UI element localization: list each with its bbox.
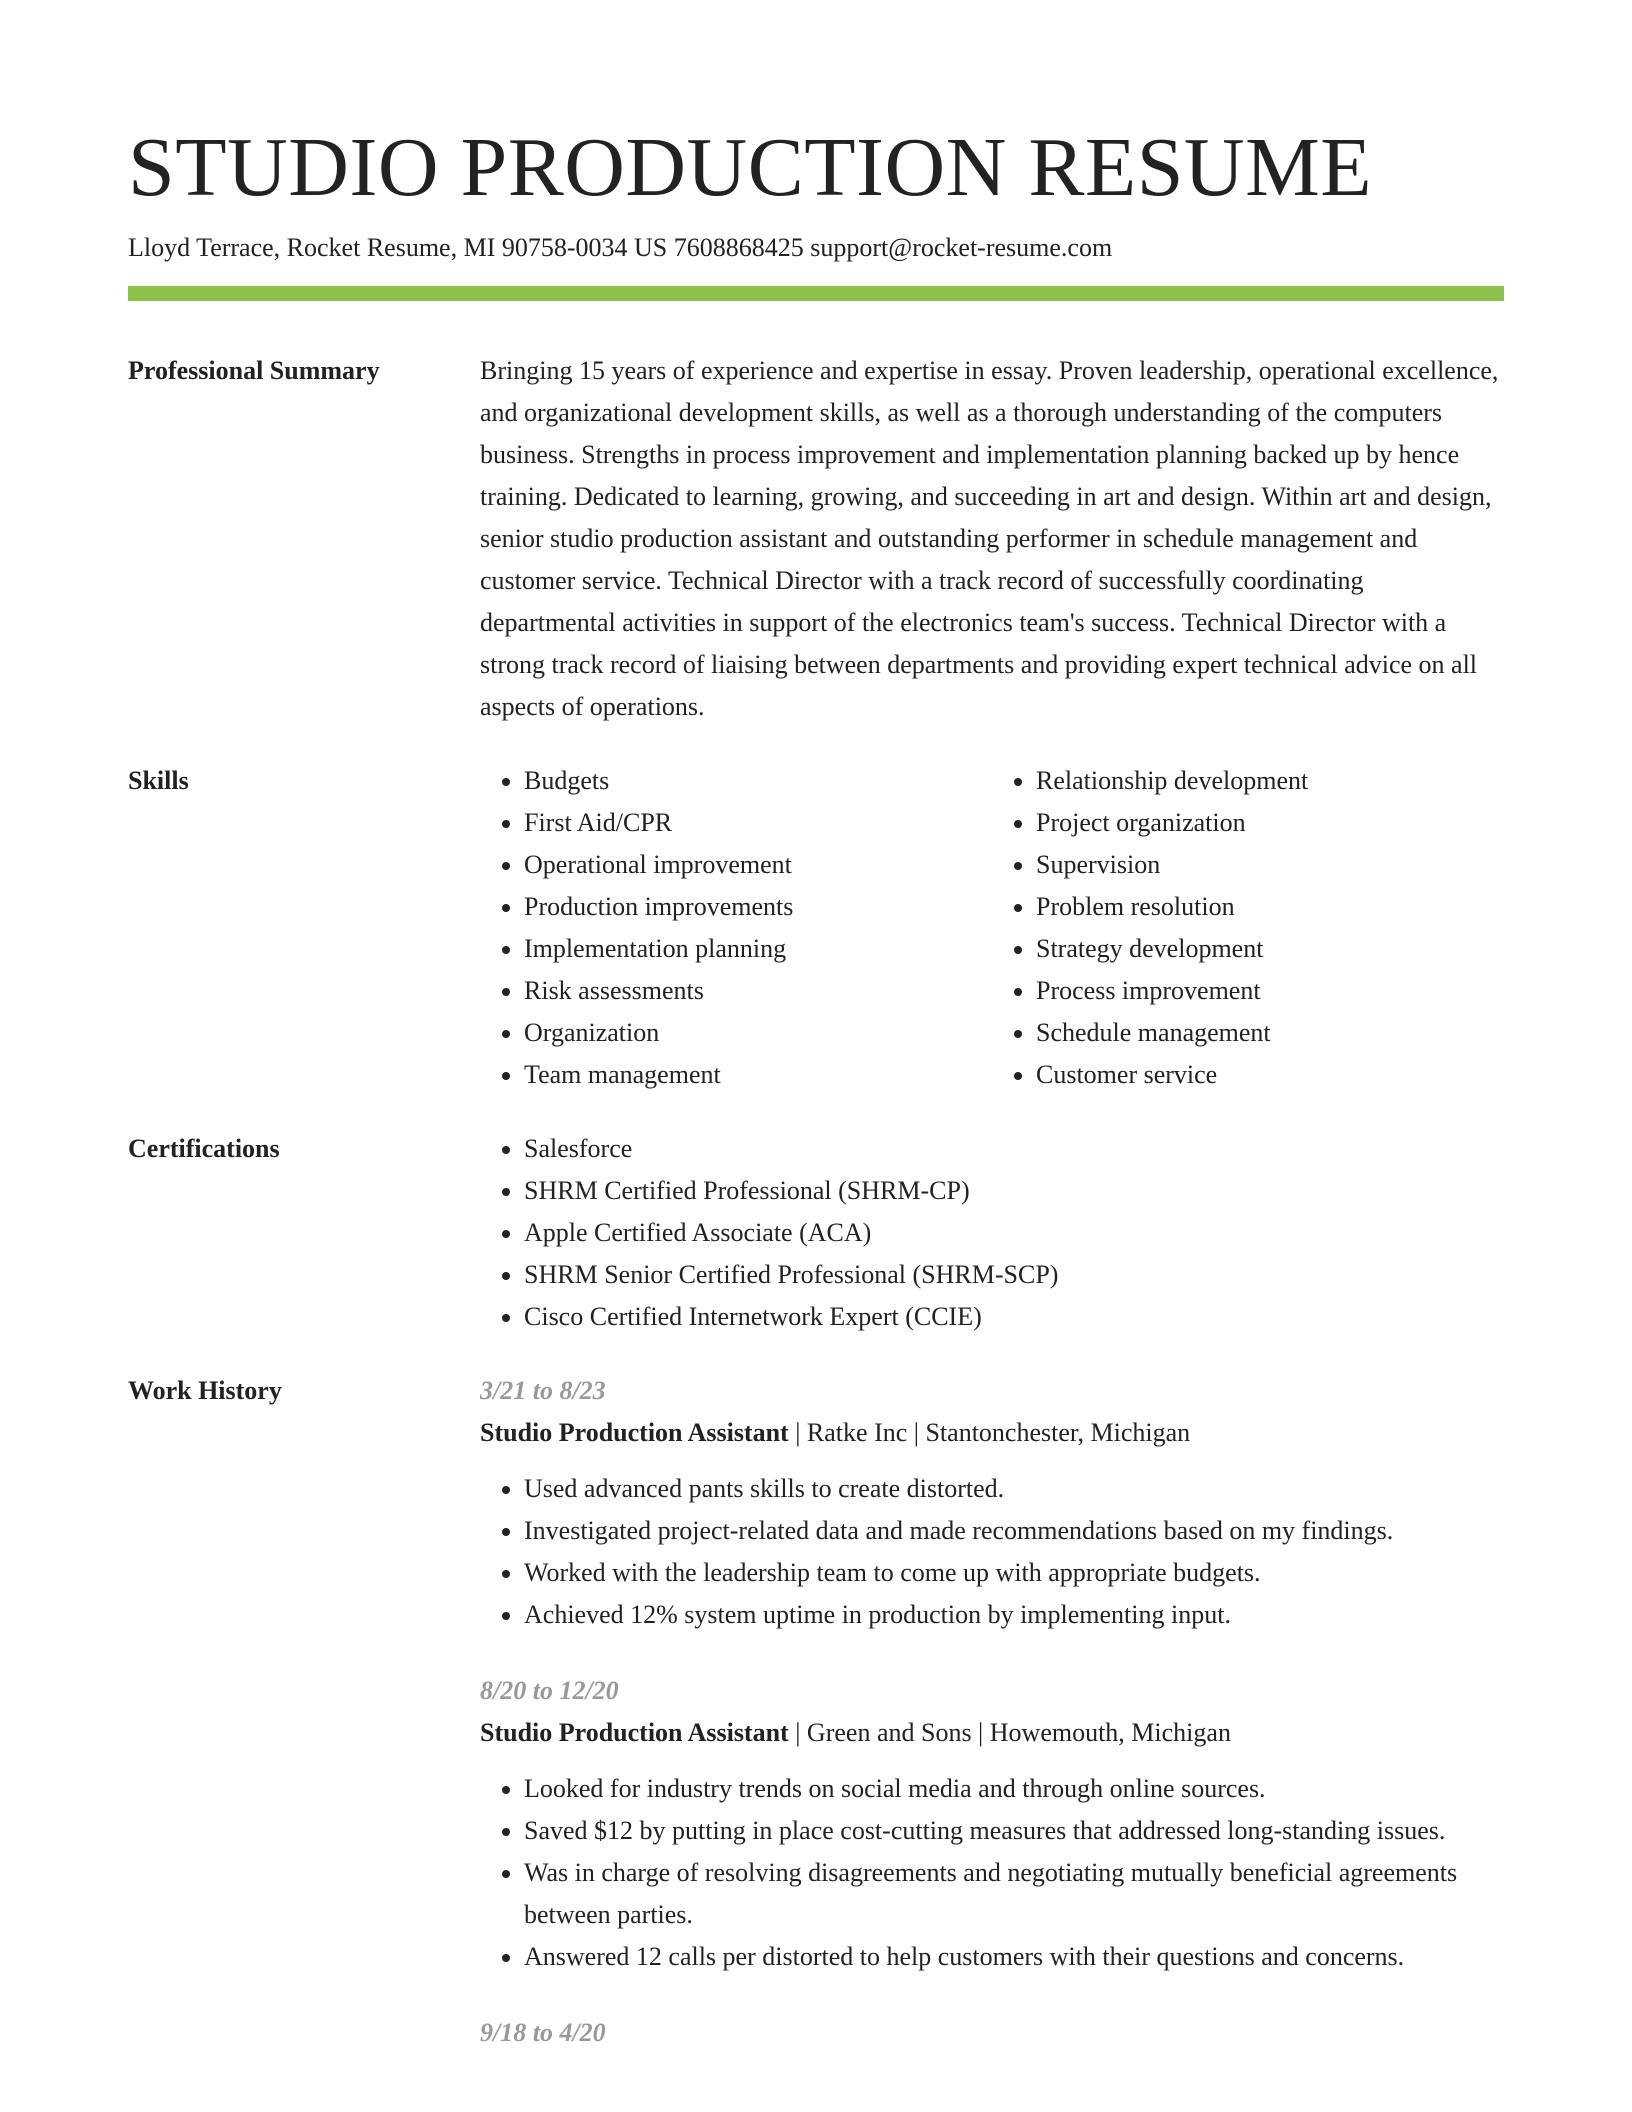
job-title: Studio Production Assistant	[480, 1418, 789, 1447]
job-details: | Ratke Inc | Stantonchester, Michigan	[788, 1418, 1191, 1447]
list-item: • SHRM Senior Certified Professional (SHRM-SCP)	[524, 1254, 1504, 1296]
section-label-certifications: Certifications	[128, 1134, 280, 1163]
summary-text: Bringing 15 years of experience and expertise in essay. Proven leadership, operational excellence, and organizational development skills, as well as a thorough understanding of the computers business. Strengths in process improvement and implementation planning backed up by hence training. Dedicated to learning, growing, and succeeding in art and design. Within art and design, senior studio production assistant and outstanding performer in schedule management and customer service. Technical Director with a track record of successfully coordinating departmental activities in support of the electronics team's success. Technical Director with a strong track record of liaising between departments and providing expert technical advice on all aspects of operations.	[480, 356, 1499, 721]
list-item: • Answered 12 calls per distorted to help customers with their questions and concerns.	[524, 1936, 1504, 1978]
list-item: • Project organization	[1036, 802, 1504, 844]
list-item: • Worked with the leadership team to come up with appropriate budgets.	[524, 1552, 1504, 1594]
list-item: • Relationship development	[1036, 760, 1504, 802]
list-item: • Saved $12 by putting in place cost-cutting measures that addressed long-standing issues.	[524, 1810, 1504, 1852]
accent-divider	[128, 286, 1504, 301]
list-item: • First Aid/CPR	[524, 802, 992, 844]
list-item: • Salesforce	[524, 1128, 1504, 1170]
list-item: • Customer service	[1036, 1054, 1504, 1096]
summary-section	[128, 350, 1504, 728]
job-entry	[480, 1670, 1504, 1978]
list-item: • Team management	[524, 1054, 992, 1096]
list-item: • Organization	[524, 1012, 992, 1054]
list-item: • Schedule management	[1036, 1012, 1504, 1054]
list-item: • Cisco Certified Internetwork Expert (CCIE)	[524, 1296, 1504, 1338]
job-dates: 8/20 to 12/20	[480, 1676, 619, 1705]
list-item: • Apple Certified Associate (ACA)	[524, 1212, 1504, 1254]
list-item: • Investigated project-related data and made recommendations based on my findings.	[524, 1510, 1504, 1552]
resume-header	[128, 118, 1504, 266]
skills-list-left	[480, 760, 992, 1096]
list-item: • Production improvements	[524, 886, 992, 928]
list-item: • Used advanced pants skills to create distorted.	[524, 1468, 1504, 1510]
job-heading	[480, 1412, 1504, 1454]
list-item: • Achieved 12% system uptime in production by implementing input.	[524, 1594, 1504, 1636]
list-item: • Process improvement	[1036, 970, 1504, 1012]
list-item: • Strategy development	[1036, 928, 1504, 970]
list-item: • Operational improvement	[524, 844, 992, 886]
list-item: • Looked for industry trends on social media and through online sources.	[524, 1768, 1504, 1810]
list-item: • Problem resolution	[1036, 886, 1504, 928]
job-title: Studio Production Assistant	[480, 1718, 789, 1747]
contact-line: Lloyd Terrace, Rocket Resume, MI 90758-0034 US 7608868425 support@rocket-resume.com	[128, 233, 1113, 262]
work-history-section	[128, 1370, 1504, 2088]
certifications-list	[480, 1128, 1504, 1338]
job-bullets	[480, 1468, 1504, 1636]
page-title: STUDIO PRODUCTION RESUME	[128, 121, 1373, 214]
job-bullets	[480, 1768, 1504, 1978]
job-heading	[480, 1712, 1504, 1754]
job-entry	[480, 2012, 1504, 2054]
section-label-summary: Professional Summary	[128, 356, 380, 385]
certifications-section	[128, 1128, 1504, 1338]
skills-section	[128, 760, 1504, 1096]
section-label-skills: Skills	[128, 766, 189, 795]
job-details: | Green and Sons | Howemouth, Michigan	[788, 1718, 1231, 1747]
skills-list-right	[992, 760, 1504, 1096]
list-item: • Supervision	[1036, 844, 1504, 886]
list-item: • Budgets	[524, 760, 992, 802]
list-item: • Risk assessments	[524, 970, 992, 1012]
list-item: • Implementation planning	[524, 928, 992, 970]
job-entry	[480, 1370, 1504, 1636]
job-dates: 9/18 to 4/20	[480, 2018, 606, 2047]
section-label-work-history: Work History	[128, 1376, 282, 1405]
list-item: • SHRM Certified Professional (SHRM-CP)	[524, 1170, 1504, 1212]
resume-content	[128, 350, 1504, 2112]
list-item: • Was in charge of resolving disagreements and negotiating mutually beneficial agreements between parties.	[524, 1852, 1504, 1936]
job-dates: 3/21 to 8/23	[480, 1376, 606, 1405]
